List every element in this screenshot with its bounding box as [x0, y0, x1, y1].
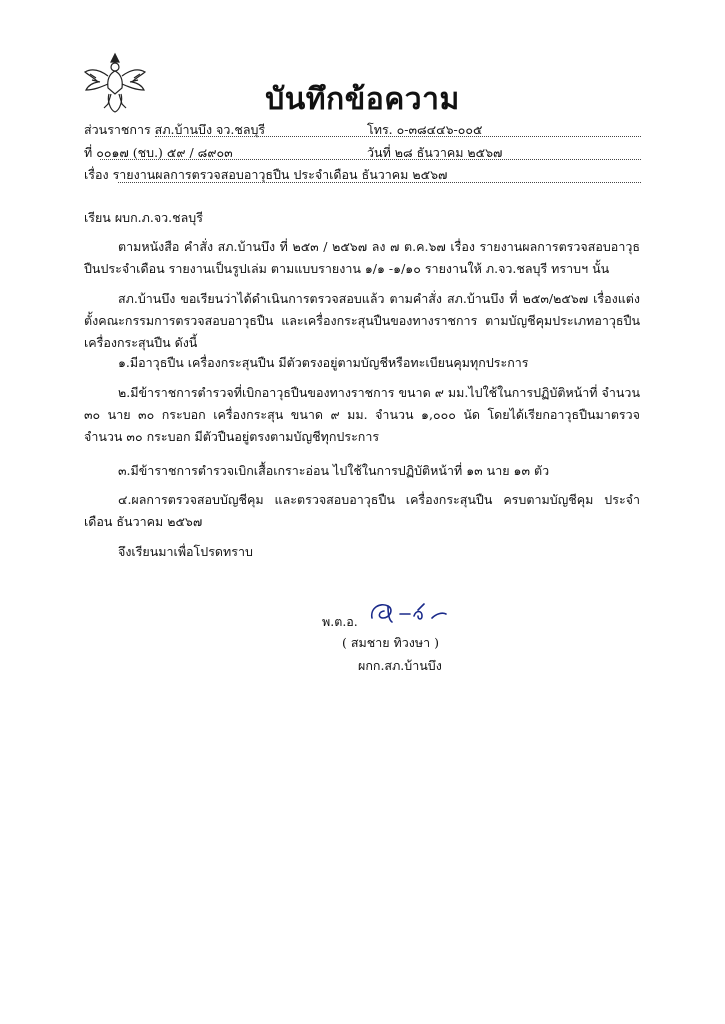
body-paragraph-action: สภ.บ้านบึง ขอเรียนว่าได้ดำเนินการตรวจสอบแล้ว ตามคำสั่ง สภ.บ้านบึง ที่ ๒๕๓/๒๕๖๗ เรื่องแต่งตั้งคณะกรรมการตรวจสอบอาวุธปืน และเครื่องกระสุนปืนของทางราชการ ตามบัญชีคุมประเภทอาวุธปืน เครื่องกระสุนปืน ดังนี้ [84, 291, 640, 350]
handwritten-signature-icon [366, 598, 452, 628]
signer-name: ( สมชาย ทิวงษา ) [342, 635, 439, 650]
signer-position: ผกก.สภ.บ้านบึง [358, 658, 442, 673]
finding-item-4: ๔.ผลการตรวจสอบบัญชีคุม และตรวจสอบอาวุธปืน เครื่องกระสุนปืน ครบตามบัญชีคุม ประจำเดือน ธันวาคม ๒๕๖๗ [84, 492, 640, 529]
closing-line: จึงเรียนมาเพื่อโปรดทราบ [118, 544, 253, 559]
finding-item-2: ๒.มีข้าราชการตำรวจที่เบิกอาวุธปืนของทางราชการ ขนาด ๙ มม.ไปใช้ในการปฏิบัติหน้าที่ จำนวน ๓๐ นาย ๓๐ กระบอก เครื่องกระสุน ขนาด ๙ มม. จำนวน ๑,๐๐๐ นัด โดยได้เรียกอาวุธปืนมาตรวจ จำนวน ๓๐ กระบอก มีตัวปืนอยู่ตรงตามบัญชีทุกประการ [84, 385, 640, 444]
agency-field: ส่วนราชการ สภ.บ้านบึง จว.ชลบุรี [84, 122, 266, 137]
header-divider [100, 159, 641, 160]
finding-item-3: ๓.มีข้าราชการตำรวจเบิกเสื้อเกราะอ่อน ไปใช้ในการปฏิบัติหน้าที่ ๑๓ นาย ๑๓ ตัว [118, 463, 550, 478]
subject-field: เรื่อง รายงานผลการตรวจสอบอาวุธปืน ประจำเดือน ธันวาคม ๒๕๖๗ [84, 167, 448, 182]
signature-rank: พ.ต.อ. [322, 614, 358, 629]
header-divider [118, 182, 641, 183]
body-paragraph-reference: ตามหนังสือ คำสั่ง สภ.บ้านบึง ที่ ๒๕๓ / ๒๕๖๗ ลง ๗ ต.ค.๖๗ เรื่อง รายงานผลการตรวจสอบอาวุธปืนประจำเดือน รายงานเป็นรูปเล่ม ตามแบบรายงาน ๑/๑ -๑/๑๐ รายงานให้ ภ.จว.ชลบุรี ทราบฯ นั้น [84, 239, 640, 276]
phone-field: โทร. ๐-๓๘๔๔๖-๐๐๕ [367, 122, 483, 137]
finding-item-1: ๑.มีอาวุธปืน เครื่องกระสุนปืน มีตัวตรงอยู่ตามบัญชีหรือทะเบียนคุมทุกประการ [118, 355, 529, 370]
salutation: เรียน ผบก.ภ.จว.ชลบุรี [84, 210, 203, 225]
header-divider [155, 136, 641, 137]
date-field: วันที่ ๒๘ ธันวาคม ๒๕๖๗ [367, 145, 503, 160]
page-title: บันทึกข้อความ [265, 82, 460, 117]
document-number-field: ที่ ๐๐๑๗ (ชบ.) ๕๙ / ๘๙๐๓ [84, 145, 233, 160]
